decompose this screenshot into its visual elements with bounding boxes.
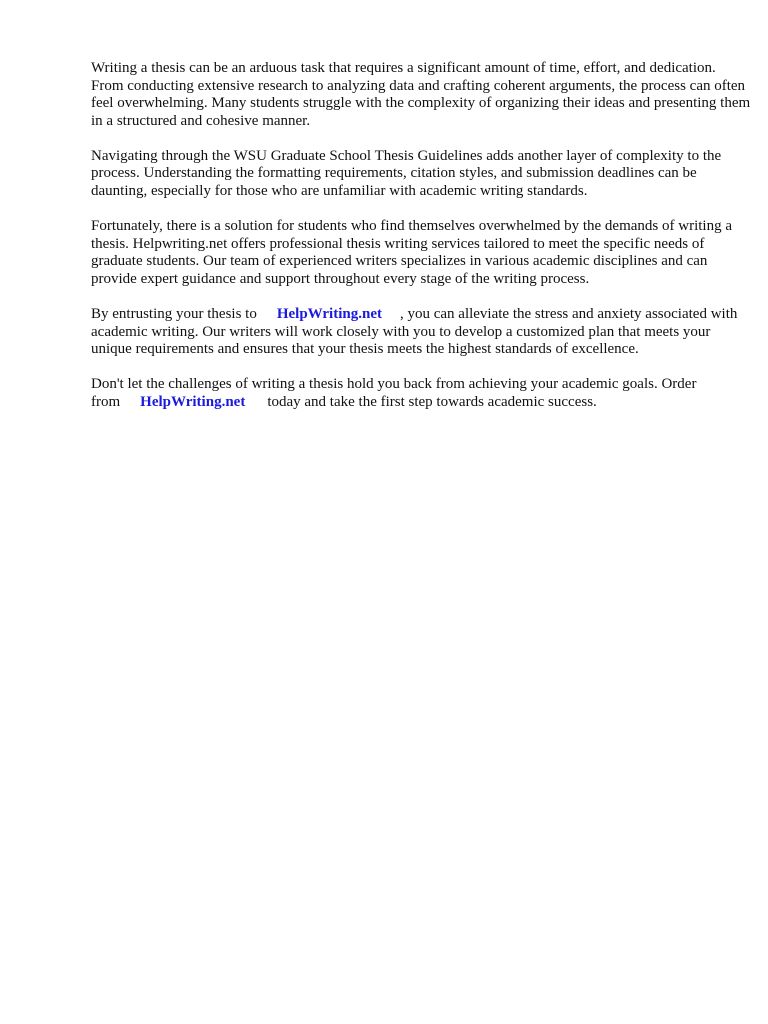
paragraph-entrusting-before: By entrusting your thesis to [91,306,257,323]
document-page [91,60,751,429]
paragraph-entrusting [91,306,751,359]
paragraph-entrusting-after: , you can alleviate the stress and anxiety associated with academic writing. Our writers will work closely with you to develop a customized plan that meets your unique requirements and ensures that your thesis meets the highest standards of excellence. [91,306,738,358]
paragraph-order [91,376,751,411]
paragraph-guidelines: Navigating through the WSU Graduate School Thesis Guidelines adds another layer of complexity to the process. Understanding the formatting requirements, citation styles, and submission deadlines can be daunting, especially for those who are unfamiliar with academic writing standards. [91,147,722,200]
helpwriting-link[interactable]: HelpWriting.net [276,306,382,323]
paragraph-intro: Writing a thesis can be an arduous task that requires a significant amount of time, effort, and dedication. From conducting extensive research to analyzing data and crafting coherent arguments, the process can often feel overwhelming. Many students struggle with the complexity of organizing their ideas and presenting them in a structured and cohesive manner. [91,60,751,129]
helpwriting-order-link[interactable]: HelpWriting.net [140,393,246,410]
paragraph-order-after: today and take the first step towards academic success. [267,393,597,410]
paragraph-order-before: Don't let the challenges of writing a thesis hold you back from achieving your academic goals. Order from [91,376,697,410]
paragraph-solution: Fortunately, there is a solution for students who find themselves overwhelmed by the demands of writing a thesis. Helpwriting.net offers professional thesis writing services tailored to meet the specific needs of graduate students. Our team of experienced writers specializes in various academic disciplines and can provide expert guidance and support throughout every stage of the writing process. [91,218,732,287]
